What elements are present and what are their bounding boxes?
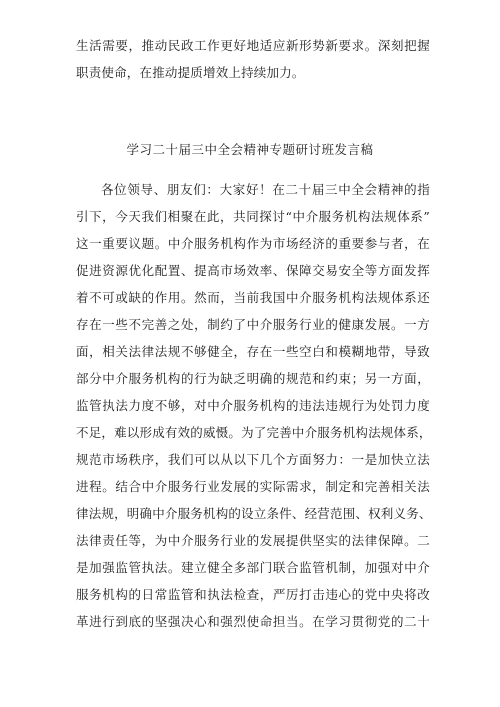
text-line: 生活需要，推动民政工作更好地适应新形势新要求。深刻把握 — [76, 38, 430, 53]
intro-paragraph — [76, 32, 430, 86]
text-line: 促进资源优化配置、提高市场效率、保障交易安全等方面发挥 — [76, 263, 430, 278]
text-line: 法律责任等，为中介服务行业的发展提供坚实的法律保障。二 — [76, 533, 430, 548]
text-line: 引下，今天我们相聚在此，共同探讨“中介服务机构法规体系” — [76, 209, 430, 224]
text-line: 规范市场秩序，我们可以从以下几个方面努力：一是加快立法 — [76, 452, 430, 467]
text-line: 监管执法力度不够，对中介服务机构的违法违规行为处罚力度 — [76, 398, 430, 413]
text-line: 各位领导、朋友们：大家好！在二十届三中全会精神的指 — [101, 182, 430, 197]
text-line: 革进行到底的坚强决心和强烈使命担当。在学习贯彻党的二十 — [76, 614, 430, 629]
document-title: 学习二十届三中全会精神专题研讨班发言稿 — [126, 142, 374, 157]
text-line: 这一重要议题。中介服务机构作为市场经济的重要参与者，在 — [76, 236, 430, 251]
text-line: 进程。结合中介服务行业发展的实际需求，制定和完善相关法 — [76, 479, 430, 494]
text-line: 是加强监管执法。建立健全多部门联合监管机制，加强对中介 — [76, 560, 430, 575]
text-line: 部分中介服务机构的行为缺乏明确的规范和约束；另一方面， — [76, 371, 430, 386]
body-paragraph — [76, 176, 430, 635]
text-line: 存在一些不完善之处，制约了中介服务行业的健康发展。一方 — [76, 317, 430, 332]
text-line: 面，相关法律法规不够健全，存在一些空白和模糊地带，导致 — [76, 344, 430, 359]
text-line: 不足，难以形成有效的威慑。为了完善中介服务机构法规体系， — [76, 425, 432, 440]
text-line: 律法规，明确中介服务机构的设立条件、经营范围、权利义务、 — [76, 506, 432, 521]
text-line: 服务机构的日常监管和执法检查，严厉打击违心的党中央将改 — [76, 587, 430, 602]
text-line: 职责使命，在推动提质增效上持续加力。 — [76, 65, 305, 80]
text-line: 着不可或缺的作用。然而，当前我国中介服务机构法规体系还 — [76, 290, 430, 305]
